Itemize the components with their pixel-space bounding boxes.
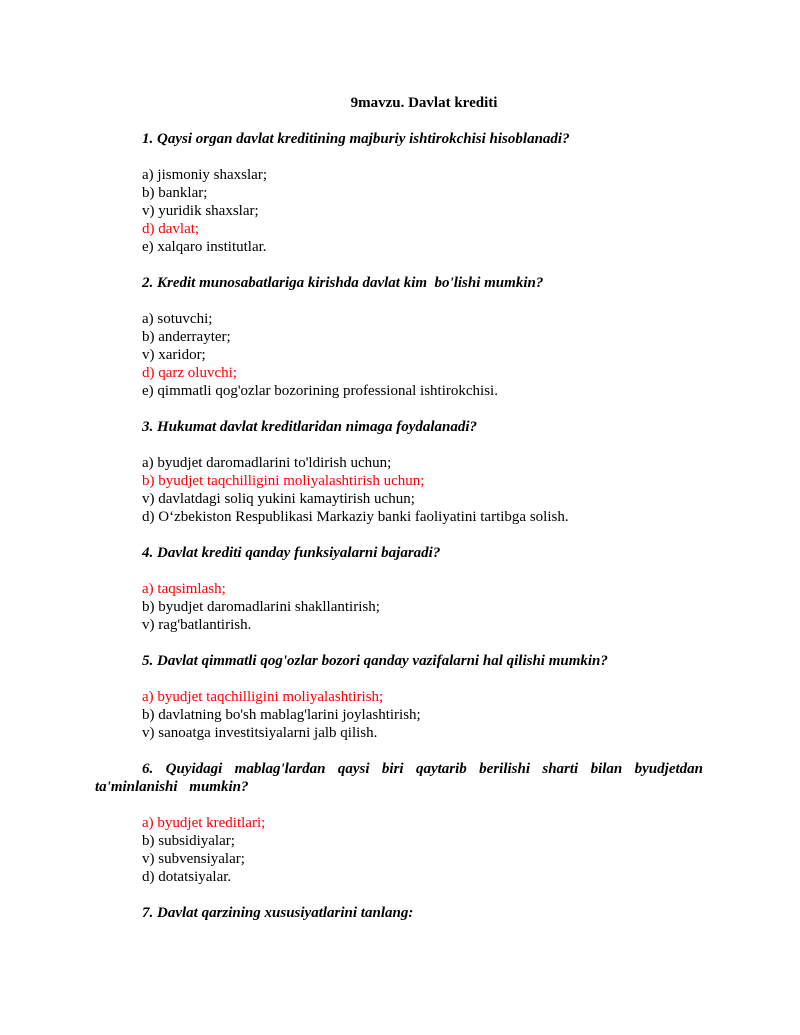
option: a) sotuvchi; <box>142 311 213 327</box>
question-2 <box>95 274 703 400</box>
options-list <box>142 310 703 400</box>
option: a) jismoniy shaxslar; <box>142 167 267 183</box>
option: v) davlatdagi soliq yukini kamaytirish uchun; <box>142 491 415 507</box>
correct-option: a) byudjet taqchilligini moliyalashtirish; <box>142 689 384 705</box>
question-6 <box>95 760 703 886</box>
options-list <box>142 814 703 886</box>
question-text: 1. Qaysi organ davlat kreditining majburiy ishtirokchisi hisoblanadi? <box>142 131 570 147</box>
option: v) rag'batlantirish. <box>142 617 252 633</box>
correct-option: b) byudjet taqchilligini moliyalashtirish uchun; <box>142 473 425 489</box>
question-4 <box>95 544 703 634</box>
question-text: 4. Davlat krediti qanday funksiyalarni bajaradi? <box>142 545 441 561</box>
question-text: 3. Hukumat davlat kreditlaridan nimaga foydalanadi? <box>142 419 478 435</box>
document-title: 9mavzu. Davlat krediti <box>350 95 498 111</box>
question-5 <box>95 652 703 742</box>
question-text: 7. Davlat qarzining xususiyatlarini tanlang: <box>142 905 414 921</box>
correct-option: a) taqsimlash; <box>142 581 226 597</box>
question-text: 6. Quyidagi mablag'lardan qaysi biri qaytarib berilishi sharti bilan byudjetdan ta'minlanishi mumkin? <box>95 761 703 795</box>
options-list <box>142 580 703 634</box>
option: a) byudjet daromadlarini to'ldirish uchun; <box>142 455 392 471</box>
options-list <box>142 688 703 742</box>
question-1 <box>95 130 703 256</box>
correct-option: d) qarz oluvchi; <box>142 365 237 381</box>
document-body <box>95 130 703 940</box>
option: b) subsidiyalar; <box>142 833 235 849</box>
option: d) O‘zbekiston Respublikasi Markaziy banki faoliyatini tartibga solish. <box>142 509 569 525</box>
correct-option: d) davlat; <box>142 221 200 237</box>
options-list <box>142 454 703 526</box>
option: v) subvensiyalar; <box>142 851 245 867</box>
option: e) xalqaro institutlar. <box>142 239 267 255</box>
question-text: 2. Kredit munosabatlariga kirishda davlat kim bo'lishi mumkin? <box>142 275 544 291</box>
option: b) anderrayter; <box>142 329 231 345</box>
option: b) banklar; <box>142 185 208 201</box>
option: e) qimmatli qog'ozlar bozorining professional ishtirokchisi. <box>142 383 498 399</box>
question-3 <box>95 418 703 526</box>
option: v) xaridor; <box>142 347 206 363</box>
option: b) byudjet daromadlarini shakllantirish; <box>142 599 380 615</box>
option: d) dotatsiyalar. <box>142 869 232 885</box>
option: b) davlatning bo'sh mablag'larini joylashtirish; <box>142 707 421 723</box>
question-7 <box>95 904 703 922</box>
correct-option: a) byudjet kreditlari; <box>142 815 266 831</box>
options-list <box>142 166 703 256</box>
question-text: 5. Davlat qimmatli qog'ozlar bozori qanday vazifalarni hal qilishi mumkin? <box>142 653 608 669</box>
option: v) yuridik shaxslar; <box>142 203 259 219</box>
option: v) sanoatga investitsiyalarni jalb qilish. <box>142 725 378 741</box>
